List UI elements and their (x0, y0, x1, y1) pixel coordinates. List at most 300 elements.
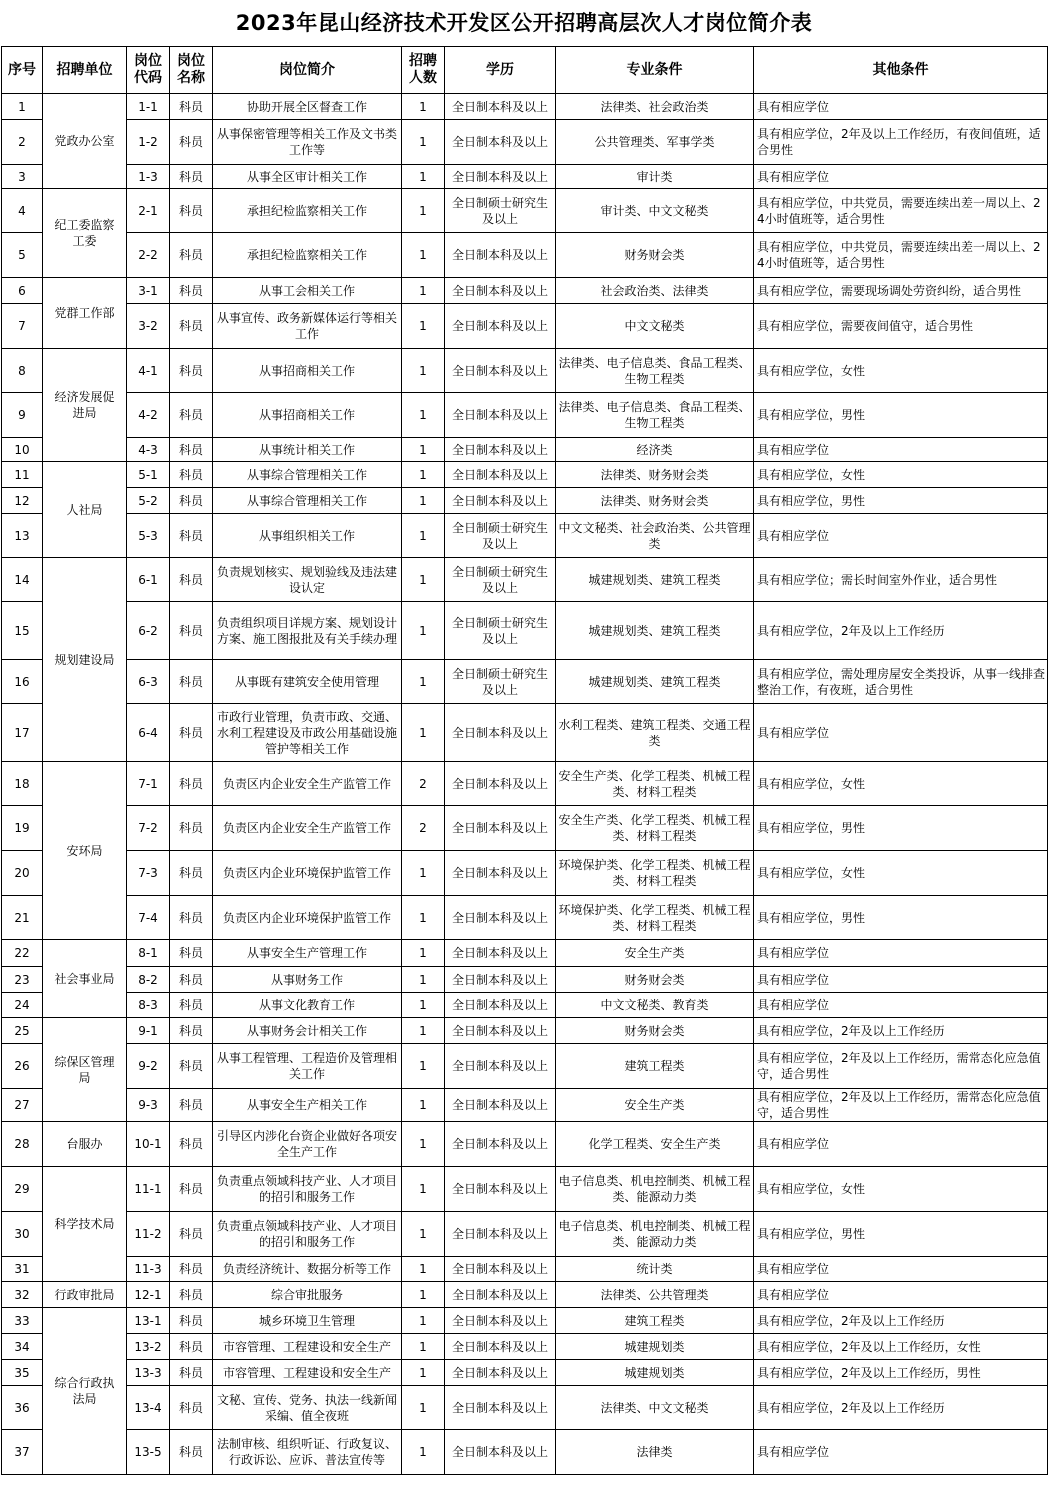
row-number-cell: 6 (2, 278, 43, 304)
post-description-cell: 负责重点领域科技产业、人才项目的招引和服务工作 (213, 1167, 402, 1212)
major-requirement-cell: 环境保护类、化学工程类、机械工程类、材料工程类 (556, 896, 754, 940)
other-requirement-cell: 具有相应学位，男性 (754, 896, 1048, 940)
post-description-cell: 市容管理、工程建设和安全生产 (213, 1360, 402, 1386)
other-requirement-cell: 具有相应学位，需要现场调处劳资纠纷，适合男性 (754, 278, 1048, 304)
post-name-cell: 科员 (170, 1167, 213, 1212)
unit-cell: 科学技术局 (43, 1167, 127, 1282)
major-requirement-cell: 法律类、公共管理类 (556, 1282, 754, 1308)
row-number-cell: 22 (2, 940, 43, 967)
other-requirement-cell: 具有相应学位，男性 (754, 1212, 1048, 1257)
unit-cell: 党群工作部 (43, 278, 127, 349)
row-number-cell: 19 (2, 806, 43, 851)
post-name-cell: 科员 (170, 1334, 213, 1360)
table-row (2, 1044, 1048, 1089)
education-cell: 全日制本科及以上 (445, 438, 556, 462)
education-cell: 全日制本科及以上 (445, 233, 556, 278)
post-code-cell: 6-4 (127, 704, 170, 762)
post-name-cell: 科员 (170, 1360, 213, 1386)
post-name-cell: 科员 (170, 165, 213, 189)
other-requirement-cell: 具有相应学位，2年及以上工作经历 (754, 1018, 1048, 1044)
education-cell: 全日制本科及以上 (445, 896, 556, 940)
major-requirement-cell: 中文文秘类 (556, 304, 754, 349)
post-description-cell: 从事安全生产相关工作 (213, 1089, 402, 1122)
post-description-cell: 协助开展全区督查工作 (213, 94, 402, 120)
table-row (2, 1334, 1048, 1360)
hire-count-cell: 1 (402, 558, 445, 602)
post-name-cell: 科员 (170, 1257, 213, 1282)
post-name-cell: 科员 (170, 602, 213, 660)
post-description-cell: 负责重点领域科技产业、人才项目的招引和服务工作 (213, 1212, 402, 1257)
post-code-cell: 9-3 (127, 1089, 170, 1122)
other-requirement-cell: 具有相应学位 (754, 1257, 1048, 1282)
post-name-cell: 科员 (170, 94, 213, 120)
major-requirement-cell: 审计类 (556, 165, 754, 189)
unit-cell: 经济发展促进局 (43, 349, 127, 462)
post-code-cell: 3-2 (127, 304, 170, 349)
post-name-cell: 科员 (170, 438, 213, 462)
post-description-cell: 负责组织项目详规方案、规划设计方案、施工图报批及有关手续办理 (213, 602, 402, 660)
other-requirement-cell: 具有相应学位，2年及以上工作经历，需常态化应急值守，适合男性 (754, 1089, 1048, 1122)
hire-count-cell: 2 (402, 806, 445, 851)
education-cell: 全日制本科及以上 (445, 1257, 556, 1282)
header-unit: 招聘单位 (43, 47, 127, 94)
post-name-cell: 科员 (170, 993, 213, 1018)
education-cell: 全日制本科及以上 (445, 851, 556, 896)
header-education: 学历 (445, 47, 556, 94)
hire-count-cell: 1 (402, 967, 445, 993)
post-code-cell: 6-1 (127, 558, 170, 602)
post-code-cell: 1-3 (127, 165, 170, 189)
table-row (2, 1167, 1048, 1212)
education-cell: 全日制本科及以上 (445, 806, 556, 851)
row-number-cell: 32 (2, 1282, 43, 1308)
post-name-cell: 科员 (170, 558, 213, 602)
major-requirement-cell: 中文文秘类、教育类 (556, 993, 754, 1018)
other-requirement-cell: 具有相应学位，2年及以上工作经历 (754, 602, 1048, 660)
post-description-cell: 从事宣传、政务新媒体运行等相关工作 (213, 304, 402, 349)
post-name-cell: 科员 (170, 967, 213, 993)
unit-cell: 人社局 (43, 462, 127, 558)
post-description-cell: 从事统计相关工作 (213, 438, 402, 462)
other-requirement-cell: 具有相应学位 (754, 967, 1048, 993)
education-cell: 全日制本科及以上 (445, 1386, 556, 1430)
post-name-cell: 科员 (170, 660, 213, 704)
post-description-cell: 负责区内企业安全生产监管工作 (213, 762, 402, 806)
row-number-cell: 29 (2, 1167, 43, 1212)
hire-count-cell: 1 (402, 1122, 445, 1167)
hire-count-cell: 1 (402, 940, 445, 967)
hire-count-cell: 1 (402, 1386, 445, 1430)
education-cell: 全日制硕士研究生及以上 (445, 189, 556, 233)
table-row (2, 1430, 1048, 1475)
education-cell: 全日制本科及以上 (445, 1360, 556, 1386)
row-number-cell: 23 (2, 967, 43, 993)
row-number-cell: 4 (2, 189, 43, 233)
post-code-cell: 5-3 (127, 514, 170, 558)
hire-count-cell: 1 (402, 393, 445, 438)
unit-cell: 台服办 (43, 1122, 127, 1167)
post-description-cell: 从事招商相关工作 (213, 349, 402, 393)
table-row (2, 704, 1048, 762)
major-requirement-cell: 化学工程类、安全生产类 (556, 1122, 754, 1167)
other-requirement-cell: 具有相应学位，2年及以上工作经历，需常态化应急值守，适合男性 (754, 1044, 1048, 1089)
major-requirement-cell: 城建规划类、建筑工程类 (556, 558, 754, 602)
header-desc: 岗位简介 (213, 47, 402, 94)
hire-count-cell: 1 (402, 1257, 445, 1282)
post-code-cell: 5-2 (127, 488, 170, 514)
education-cell: 全日制本科及以上 (445, 488, 556, 514)
post-name-cell: 科员 (170, 514, 213, 558)
other-requirement-cell: 具有相应学位，需处理房屋安全类投诉，从事一线排查整治工作，有夜班，适合男性 (754, 660, 1048, 704)
major-requirement-cell: 法律类、财务财会类 (556, 462, 754, 488)
post-description-cell: 从事安全生产管理工作 (213, 940, 402, 967)
table-row (2, 233, 1048, 278)
major-requirement-cell: 社会政治类、法律类 (556, 278, 754, 304)
post-description-cell: 从事文化教育工作 (213, 993, 402, 1018)
other-requirement-cell: 具有相应学位 (754, 94, 1048, 120)
other-requirement-cell: 具有相应学位，女性 (754, 851, 1048, 896)
education-cell: 全日制本科及以上 (445, 1282, 556, 1308)
row-number-cell: 8 (2, 349, 43, 393)
post-name-cell: 科员 (170, 851, 213, 896)
table-row (2, 806, 1048, 851)
row-number-cell: 11 (2, 462, 43, 488)
post-code-cell: 9-1 (127, 1018, 170, 1044)
table-row (2, 1360, 1048, 1386)
education-cell: 全日制本科及以上 (445, 940, 556, 967)
education-cell: 全日制本科及以上 (445, 304, 556, 349)
hire-count-cell: 2 (402, 762, 445, 806)
other-requirement-cell: 具有相应学位，男性 (754, 393, 1048, 438)
major-requirement-cell: 财务财会类 (556, 1018, 754, 1044)
major-requirement-cell: 环境保护类、化学工程类、机械工程类、材料工程类 (556, 851, 754, 896)
table-row (2, 967, 1048, 993)
hire-count-cell: 1 (402, 438, 445, 462)
page-title: 2023年昆山经济技术开发区公开招聘高层次人才岗位简介表 (235, 11, 813, 35)
row-number-cell: 10 (2, 438, 43, 462)
post-name-cell: 科员 (170, 704, 213, 762)
table-row (2, 393, 1048, 438)
row-number-cell: 34 (2, 1334, 43, 1360)
other-requirement-cell: 具有相应学位，男性 (754, 488, 1048, 514)
major-requirement-cell: 统计类 (556, 1257, 754, 1282)
table-row (2, 762, 1048, 806)
post-description-cell: 综合审批服务 (213, 1282, 402, 1308)
major-requirement-cell: 城建规划类、建筑工程类 (556, 660, 754, 704)
other-requirement-cell: 具有相应学位，2年及以上工作经历，女性 (754, 1334, 1048, 1360)
other-requirement-cell: 具有相应学位，女性 (754, 462, 1048, 488)
post-description-cell: 城乡环境卫生管理 (213, 1308, 402, 1334)
major-requirement-cell: 审计类、中文文秘类 (556, 189, 754, 233)
post-code-cell: 11-2 (127, 1212, 170, 1257)
education-cell: 全日制本科及以上 (445, 349, 556, 393)
hire-count-cell: 1 (402, 602, 445, 660)
post-description-cell: 承担纪检监察相关工作 (213, 189, 402, 233)
post-description-cell: 从事综合管理相关工作 (213, 488, 402, 514)
major-requirement-cell: 建筑工程类 (556, 1044, 754, 1089)
major-requirement-cell: 法律类、电子信息类、食品工程类、生物工程类 (556, 349, 754, 393)
other-requirement-cell: 具有相应学位，中共党员，需要连续出差一周以上、24小时值班等，适合男性 (754, 233, 1048, 278)
post-code-cell: 11-3 (127, 1257, 170, 1282)
unit-cell: 行政审批局 (43, 1282, 127, 1308)
major-requirement-cell: 水利工程类、建筑工程类、交通工程类 (556, 704, 754, 762)
hire-count-cell: 1 (402, 233, 445, 278)
table-row (2, 165, 1048, 189)
education-cell: 全日制本科及以上 (445, 94, 556, 120)
post-name-cell: 科员 (170, 896, 213, 940)
unit-cell: 社会事业局 (43, 940, 127, 1018)
row-number-cell: 15 (2, 602, 43, 660)
post-description-cell: 负责区内企业安全生产监管工作 (213, 806, 402, 851)
table-row (2, 349, 1048, 393)
hire-count-cell: 1 (402, 1334, 445, 1360)
post-name-cell: 科员 (170, 1122, 213, 1167)
post-code-cell: 2-2 (127, 233, 170, 278)
other-requirement-cell: 具有相应学位 (754, 438, 1048, 462)
post-code-cell: 10-1 (127, 1122, 170, 1167)
table-row (2, 462, 1048, 488)
row-number-cell: 14 (2, 558, 43, 602)
other-requirement-cell: 具有相应学位 (754, 704, 1048, 762)
table-header-row (2, 47, 1048, 94)
education-cell: 全日制本科及以上 (445, 1430, 556, 1475)
post-description-cell: 从事组织相关工作 (213, 514, 402, 558)
post-code-cell: 8-1 (127, 940, 170, 967)
row-number-cell: 27 (2, 1089, 43, 1122)
row-number-cell: 25 (2, 1018, 43, 1044)
hire-count-cell: 1 (402, 1360, 445, 1386)
other-requirement-cell: 具有相应学位 (754, 1122, 1048, 1167)
education-cell: 全日制本科及以上 (445, 1167, 556, 1212)
major-requirement-cell: 城建规划类、建筑工程类 (556, 602, 754, 660)
hire-count-cell: 1 (402, 304, 445, 349)
post-name-cell: 科员 (170, 1044, 213, 1089)
other-requirement-cell: 具有相应学位，男性 (754, 806, 1048, 851)
post-description-cell: 从事既有建筑安全使用管理 (213, 660, 402, 704)
row-number-cell: 16 (2, 660, 43, 704)
row-number-cell: 24 (2, 993, 43, 1018)
row-number-cell: 2 (2, 120, 43, 165)
unit-cell: 安环局 (43, 762, 127, 940)
major-requirement-cell: 建筑工程类 (556, 1308, 754, 1334)
post-name-cell: 科员 (170, 1430, 213, 1475)
education-cell: 全日制本科及以上 (445, 278, 556, 304)
row-number-cell: 28 (2, 1122, 43, 1167)
row-number-cell: 36 (2, 1386, 43, 1430)
table-row (2, 558, 1048, 602)
post-name-cell: 科员 (170, 488, 213, 514)
table-row (2, 1257, 1048, 1282)
post-description-cell: 市政行业管理，负责市政、交通、水利工程建设及市政公用基础设施管护等相关工作 (213, 704, 402, 762)
post-description-cell: 从事工程管理、工程造价及管理相关工作 (213, 1044, 402, 1089)
other-requirement-cell: 具有相应学位，需要夜间值守，适合男性 (754, 304, 1048, 349)
hire-count-cell: 1 (402, 1282, 445, 1308)
post-code-cell: 13-5 (127, 1430, 170, 1475)
other-requirement-cell: 具有相应学位 (754, 514, 1048, 558)
hire-count-cell: 1 (402, 165, 445, 189)
post-name-cell: 科员 (170, 120, 213, 165)
education-cell: 全日制本科及以上 (445, 967, 556, 993)
table-row (2, 94, 1048, 120)
education-cell: 全日制本科及以上 (445, 1044, 556, 1089)
education-cell: 全日制硕士研究生及以上 (445, 660, 556, 704)
post-name-cell: 科员 (170, 1089, 213, 1122)
post-code-cell: 13-3 (127, 1360, 170, 1386)
table-row (2, 1386, 1048, 1430)
post-code-cell: 4-2 (127, 393, 170, 438)
table-row (2, 660, 1048, 704)
education-cell: 全日制本科及以上 (445, 393, 556, 438)
table-row (2, 189, 1048, 233)
other-requirement-cell: 具有相应学位 (754, 940, 1048, 967)
post-code-cell: 9-2 (127, 1044, 170, 1089)
row-number-cell: 9 (2, 393, 43, 438)
education-cell: 全日制硕士研究生及以上 (445, 558, 556, 602)
post-name-cell: 科员 (170, 762, 213, 806)
education-cell: 全日制本科及以上 (445, 1212, 556, 1257)
header-no: 序号 (2, 47, 43, 94)
major-requirement-cell: 城建规划类 (556, 1334, 754, 1360)
education-cell: 全日制本科及以上 (445, 1018, 556, 1044)
major-requirement-cell: 财务财会类 (556, 967, 754, 993)
row-number-cell: 1 (2, 94, 43, 120)
other-requirement-cell: 具有相应学位 (754, 1282, 1048, 1308)
major-requirement-cell: 法律类、社会政治类 (556, 94, 754, 120)
education-cell: 全日制本科及以上 (445, 1122, 556, 1167)
post-description-cell: 从事综合管理相关工作 (213, 462, 402, 488)
table-row (2, 120, 1048, 165)
post-name-cell: 科员 (170, 1212, 213, 1257)
row-number-cell: 12 (2, 488, 43, 514)
header-major: 专业条件 (556, 47, 754, 94)
post-name-cell: 科员 (170, 233, 213, 278)
table-row (2, 896, 1048, 940)
post-code-cell: 11-1 (127, 1167, 170, 1212)
hire-count-cell: 1 (402, 488, 445, 514)
hire-count-cell: 1 (402, 349, 445, 393)
post-code-cell: 2-1 (127, 189, 170, 233)
post-description-cell: 负责经济统计、数据分析等工作 (213, 1257, 402, 1282)
post-code-cell: 3-1 (127, 278, 170, 304)
hire-count-cell: 1 (402, 1308, 445, 1334)
major-requirement-cell: 法律类、财务财会类 (556, 488, 754, 514)
post-code-cell: 7-4 (127, 896, 170, 940)
other-requirement-cell: 具有相应学位，2年及以上工作经历 (754, 1308, 1048, 1334)
row-number-cell: 35 (2, 1360, 43, 1386)
post-name-cell: 科员 (170, 304, 213, 349)
post-code-cell: 7-3 (127, 851, 170, 896)
post-description-cell: 引导区内涉化台资企业做好各项安全生产工作 (213, 1122, 402, 1167)
row-number-cell: 37 (2, 1430, 43, 1475)
hire-count-cell: 1 (402, 1089, 445, 1122)
post-code-cell: 13-4 (127, 1386, 170, 1430)
other-requirement-cell: 具有相应学位 (754, 993, 1048, 1018)
table-row (2, 488, 1048, 514)
table-row (2, 940, 1048, 967)
education-cell: 全日制本科及以上 (445, 1334, 556, 1360)
hire-count-cell: 1 (402, 189, 445, 233)
post-description-cell: 文秘、宣传、党务、执法一线新闻采编、值全夜班 (213, 1386, 402, 1430)
post-code-cell: 7-2 (127, 806, 170, 851)
education-cell: 全日制本科及以上 (445, 165, 556, 189)
table-row (2, 438, 1048, 462)
row-number-cell: 26 (2, 1044, 43, 1089)
row-number-cell: 3 (2, 165, 43, 189)
table-row (2, 514, 1048, 558)
unit-cell: 纪工委监察工委 (43, 189, 127, 278)
major-requirement-cell: 安全生产类、化学工程类、机械工程类、材料工程类 (556, 806, 754, 851)
header-code: 岗位代码 (127, 47, 170, 94)
post-code-cell: 7-1 (127, 762, 170, 806)
post-description-cell: 从事财务会计相关工作 (213, 1018, 402, 1044)
post-name-cell: 科员 (170, 806, 213, 851)
education-cell: 全日制本科及以上 (445, 462, 556, 488)
post-description-cell: 从事全区审计相关工作 (213, 165, 402, 189)
table-row (2, 304, 1048, 349)
post-name-cell: 科员 (170, 1308, 213, 1334)
row-number-cell: 30 (2, 1212, 43, 1257)
hire-count-cell: 1 (402, 1018, 445, 1044)
table-row (2, 851, 1048, 896)
post-code-cell: 8-2 (127, 967, 170, 993)
post-name-cell: 科员 (170, 189, 213, 233)
post-description-cell: 从事保密管理等相关工作及文书类工作等 (213, 120, 402, 165)
post-code-cell: 6-3 (127, 660, 170, 704)
post-code-cell: 13-1 (127, 1308, 170, 1334)
post-description-cell: 从事招商相关工作 (213, 393, 402, 438)
education-cell: 全日制硕士研究生及以上 (445, 514, 556, 558)
post-description-cell: 从事工会相关工作 (213, 278, 402, 304)
post-code-cell: 8-3 (127, 993, 170, 1018)
hire-count-cell: 1 (402, 278, 445, 304)
post-description-cell: 市容管理、工程建设和安全生产 (213, 1334, 402, 1360)
table-row (2, 1212, 1048, 1257)
row-number-cell: 31 (2, 1257, 43, 1282)
hire-count-cell: 1 (402, 993, 445, 1018)
post-code-cell: 4-3 (127, 438, 170, 462)
table-row (2, 1282, 1048, 1308)
header-other: 其他条件 (754, 47, 1048, 94)
major-requirement-cell: 安全生产类、化学工程类、机械工程类、材料工程类 (556, 762, 754, 806)
post-name-cell: 科员 (170, 349, 213, 393)
post-description-cell: 承担纪检监察相关工作 (213, 233, 402, 278)
table-row (2, 1308, 1048, 1334)
row-number-cell: 20 (2, 851, 43, 896)
hire-count-cell: 1 (402, 851, 445, 896)
post-name-cell: 科员 (170, 1018, 213, 1044)
other-requirement-cell: 具有相应学位，2年及以上工作经历，男性 (754, 1360, 1048, 1386)
post-code-cell: 12-1 (127, 1282, 170, 1308)
major-requirement-cell: 经济类 (556, 438, 754, 462)
post-description-cell: 负责区内企业环境保护监管工作 (213, 851, 402, 896)
post-code-cell: 6-2 (127, 602, 170, 660)
hire-count-cell: 1 (402, 1430, 445, 1475)
other-requirement-cell: 具有相应学位，女性 (754, 1167, 1048, 1212)
other-requirement-cell: 具有相应学位，女性 (754, 762, 1048, 806)
table-row (2, 1018, 1048, 1044)
major-requirement-cell: 法律类、中文文秘类 (556, 1386, 754, 1430)
hire-count-cell: 1 (402, 120, 445, 165)
hire-count-cell: 1 (402, 514, 445, 558)
other-requirement-cell: 具有相应学位 (754, 1430, 1048, 1475)
row-number-cell: 33 (2, 1308, 43, 1334)
other-requirement-cell: 具有相应学位，女性 (754, 349, 1048, 393)
post-code-cell: 1-2 (127, 120, 170, 165)
unit-cell: 综合行政执法局 (43, 1308, 127, 1475)
major-requirement-cell: 公共管理类、军事学类 (556, 120, 754, 165)
post-name-cell: 科员 (170, 1282, 213, 1308)
hire-count-cell: 1 (402, 1212, 445, 1257)
